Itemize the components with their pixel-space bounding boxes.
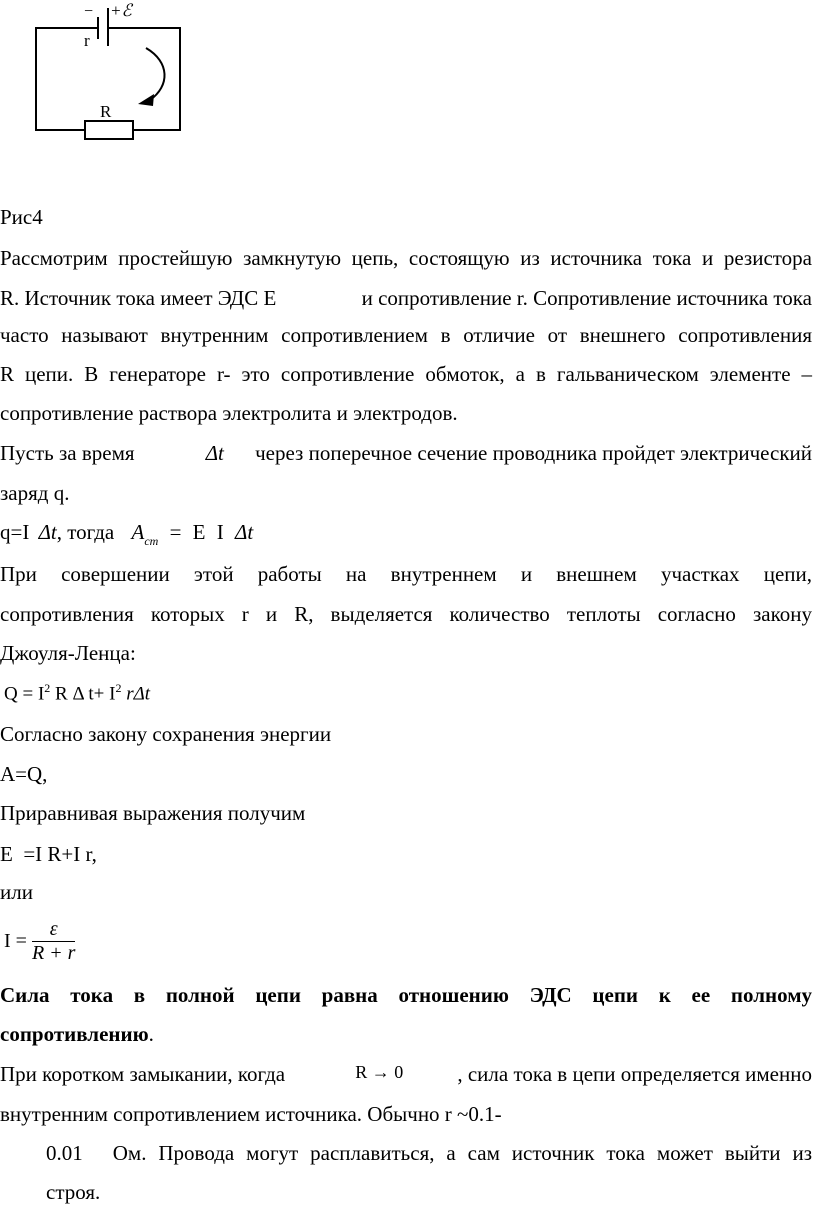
internal-resistance-label: r	[84, 31, 90, 50]
para1-line5: сопротивление раствора электролита и электродов.	[0, 401, 458, 425]
para5: Приравнивая выражения получим	[0, 801, 306, 825]
current-direction-arrow	[146, 48, 165, 100]
joule-r: r	[126, 683, 134, 705]
para2-line2: заряд q.	[0, 481, 70, 505]
para6-line2: внутренним сопротивлением источника. Обычно r ~0.1-	[0, 1102, 502, 1126]
bold-statement-line1: Сила тока в полной цепи равна отношению ЭДС цепи к ее полному	[0, 983, 812, 1007]
formula-q-current: I	[216, 520, 224, 544]
joule-dt2: Δt	[133, 683, 151, 705]
arrow-head-icon	[138, 94, 154, 106]
emf-symbol: Е	[263, 286, 277, 310]
para6-line3	[46, 1141, 812, 1166]
formula-q-eq: =	[169, 520, 182, 544]
para1-line2	[0, 286, 812, 311]
work-symbol: A	[131, 520, 145, 544]
para3-line2: сопротивления которых r и R, выделяется количество теплоты согласно закону	[0, 602, 812, 626]
joule-sq2: 2	[115, 681, 122, 695]
para2-line1	[0, 441, 812, 466]
para1-line2-start: R. Источник тока имеет ЭДС Е	[0, 286, 277, 310]
delta-t-symbol: Δt	[205, 441, 224, 465]
formula-q-dt2: Δt	[235, 520, 254, 544]
or-text: или	[0, 880, 33, 904]
formula-q-then: , тогда	[56, 520, 115, 544]
para2-start: Пусть за время	[0, 441, 135, 465]
para1-line4: R цепи. В генераторе r- это сопротивление обмоток, а в гальваническом элементе –	[0, 362, 812, 386]
equation-emf-rest: =I R+I r,	[23, 842, 97, 866]
para1-line2-end: и сопротивление r. Сопротивление источника тока	[361, 286, 812, 310]
para3-line1: При совершении этой работы на внутреннем и внешнем участках цепи,	[0, 562, 812, 586]
ohm-I: I	[4, 930, 11, 952]
ohm-fraction	[32, 918, 76, 965]
figure-caption: Рис4	[0, 205, 43, 229]
ohm-eq: =	[15, 930, 27, 952]
ohm-denominator: R + r	[31, 942, 76, 964]
para1-line3: часто называют внутренним сопротивлением в отличие от внешнего сопротивления	[0, 323, 812, 347]
para2-end: через поперечное сечение проводника пройдет электрический	[255, 441, 812, 465]
formula-q-emf: Е	[192, 520, 206, 544]
formula-charge	[0, 520, 254, 548]
equation-emf-symbol: Е	[0, 842, 13, 866]
joule-I1: I	[37, 683, 45, 705]
joule-I2: I	[109, 683, 116, 705]
formula-ohm	[4, 918, 75, 965]
joule-plus: +	[93, 683, 105, 705]
para6-value: 0.01	[46, 1141, 83, 1165]
equation-A-Q: A=Q,	[0, 762, 48, 786]
joule-dt: Δ t	[72, 683, 94, 705]
para6-line4: строя.	[46, 1180, 101, 1204]
para6-start: При коротком замыкании, когда	[0, 1062, 286, 1086]
bold-statement-period: .	[148, 1022, 154, 1046]
para6-line3-text: Ом. Провода могут расплавиться, а сам источник тока может выйти из	[112, 1141, 812, 1165]
minus-sign: −	[84, 3, 94, 20]
para1-line1: Рассмотрим простейшую замкнутую цепь, состоящую из источника тока и резистора	[0, 246, 812, 270]
equation-emf	[0, 842, 97, 867]
r-to-zero: R → 0	[355, 1062, 404, 1082]
plus-emf-label: +ℰ	[110, 1, 132, 20]
bold-statement-word: сопротивлению	[0, 1022, 149, 1046]
para6-line1	[0, 1062, 812, 1087]
bold-statement-line2	[0, 1022, 154, 1047]
circuit-diagram	[0, 0, 200, 150]
joule-sq1: 2	[44, 681, 51, 695]
resistor-symbol	[85, 121, 133, 139]
formula-q-lhs: q=I	[0, 520, 30, 544]
joule-eq: =	[22, 683, 34, 705]
work-subscript: ст	[144, 534, 159, 548]
joule-R: R	[55, 683, 68, 705]
para4: Согласно закону сохранения энергии	[0, 722, 332, 746]
para3-line3: Джоуля-Ленца:	[0, 641, 136, 665]
para6-end: , сила тока в цепи определяется именно	[457, 1062, 812, 1086]
joule-Q: Q	[4, 683, 18, 705]
ohm-numerator: ε	[32, 918, 76, 942]
resistor-label: R	[100, 102, 112, 121]
formula-joule-lenz	[4, 681, 150, 705]
formula-q-dt: Δt	[38, 520, 57, 544]
